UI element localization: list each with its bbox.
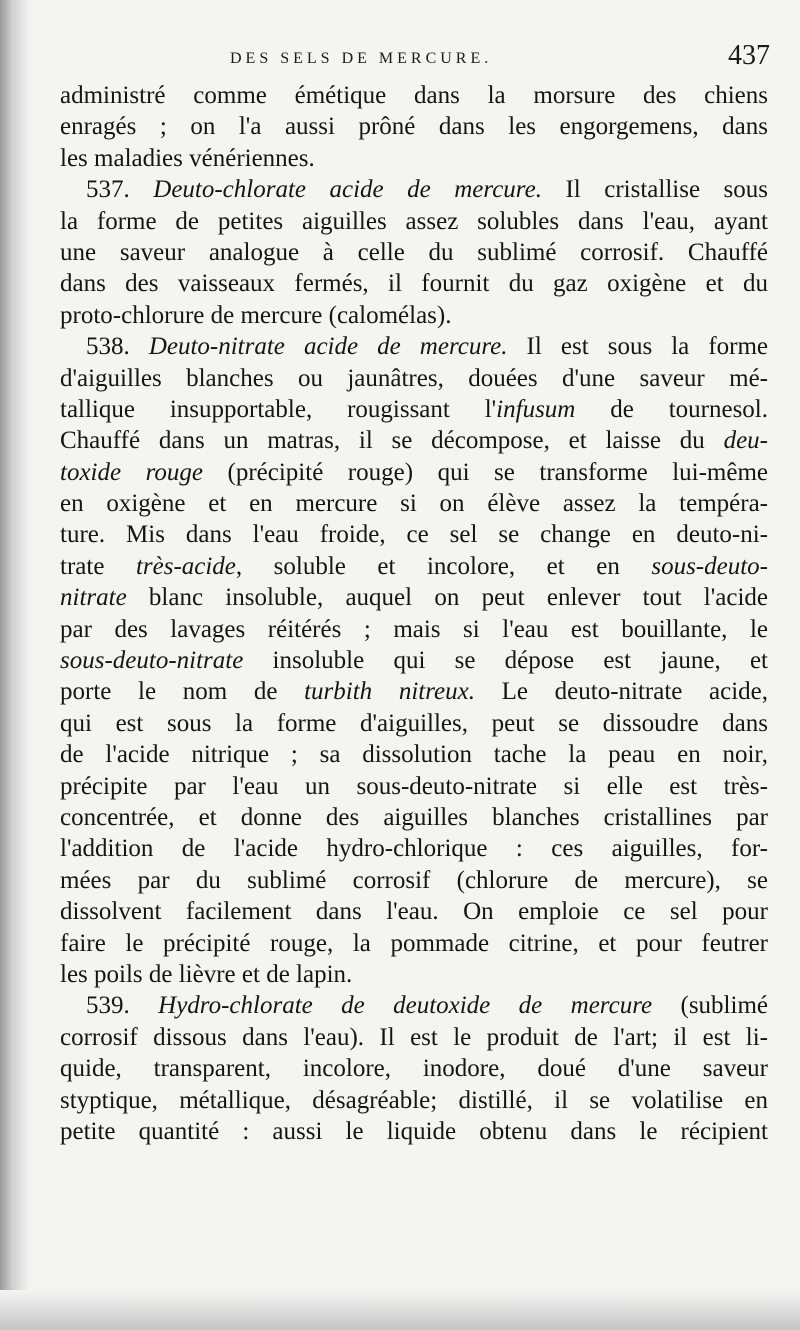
italic-text: turbith nitreux. <box>304 678 475 706</box>
text-line <box>60 331 768 362</box>
italic-text: Deuto-chlorate acide de mercure. <box>153 176 542 204</box>
italic-text: très-acide <box>135 552 236 580</box>
text-line <box>60 519 768 550</box>
text-line <box>60 174 768 205</box>
text-line <box>60 771 768 802</box>
text-segment: dans des vaisseaux fermés, il fournit du gaz oxigène et du <box>60 270 768 298</box>
text-line <box>60 739 768 770</box>
text-line <box>60 865 768 896</box>
text-line <box>60 1116 768 1147</box>
running-head: DES SELS DE MERCURE. <box>230 50 493 67</box>
text-segment: Il cristallise sous <box>541 176 769 204</box>
italic-text: toxide rouge <box>60 458 203 486</box>
italic-text: sous-deuto- <box>651 552 768 580</box>
text-line <box>60 206 768 237</box>
text-line <box>60 111 768 142</box>
text-line <box>60 896 768 927</box>
text-segment: tallique insupportable, rougissant l' <box>60 395 497 423</box>
text-line <box>60 551 768 582</box>
text-segment: concentrée, et donne des aiguilles blanches cristallines par <box>60 803 768 831</box>
text-line <box>60 959 768 990</box>
text-line <box>60 80 768 111</box>
text-line <box>60 990 768 1021</box>
text-line <box>60 268 768 299</box>
italic-text: Hydro-chlorate de deutoxide de mercure <box>158 992 653 1020</box>
italic-text: nitrate <box>60 584 127 612</box>
italic-text: infusum <box>496 395 576 423</box>
text-segment: une saveur analogue à celle du sublimé corrosif. Chauffé <box>60 238 768 266</box>
text-line <box>60 928 768 959</box>
text-segment: Il est sous la forme <box>507 333 769 361</box>
text-segment: de l'acide nitrique ; sa dissolution tache la peau en noir, <box>60 741 768 769</box>
text-segment: styptique, métallique, désagréable; distillé, il se volatilise en <box>60 1086 768 1114</box>
text-segment: trate <box>60 552 136 580</box>
text-segment: de tournesol. <box>575 395 769 423</box>
text-segment: proto-chlorure de mercure (calomélas). <box>60 301 452 329</box>
text-segment: par des lavages réitérés ; mais si l'eau est bouillante, le <box>60 615 768 643</box>
text-line <box>60 1022 768 1053</box>
text-segment: corrosif dissous dans l'eau). Il est le produit de l'art; il est li- <box>60 1023 768 1051</box>
text-segment: mées par du sublimé corrosif (chlorure de mercure), se <box>60 866 768 894</box>
text-line <box>60 833 768 864</box>
text-segment: (sublimé <box>652 992 768 1020</box>
italic-text: deu- <box>723 427 768 455</box>
text-segment: ture. Mis dans l'eau froide, ce sel se change en deuto-ni- <box>60 521 768 549</box>
text-segment: qui est sous la forme d'aiguilles, peut se dissoudre dans <box>60 709 768 737</box>
body-text <box>60 80 768 1147</box>
page-bottom-shadow <box>0 1290 800 1330</box>
text-line <box>60 614 768 645</box>
text-line <box>60 300 768 331</box>
text-segment: insoluble qui se dépose est jaune, et <box>243 647 768 675</box>
text-segment: faire le précipité rouge, la pommade citrine, et pour feutrer <box>60 929 768 957</box>
text-segment: Le deuto-nitrate acide, <box>474 678 769 706</box>
italic-text: sous-deuto-nitrate <box>60 647 244 675</box>
text-line <box>60 645 768 676</box>
text-segment: , soluble et incolore, et en <box>235 552 652 580</box>
text-segment: quide, transparent, incolore, inodore, doué d'une saveur <box>60 1055 768 1083</box>
text-segment: (précipité rouge) qui se transforme lui-même <box>203 458 768 486</box>
text-segment: enragés ; on l'a aussi prôné dans les engorgemens, dans <box>60 113 768 141</box>
text-segment: Chauffé dans un matras, il se décompose, et laisse du <box>60 427 724 455</box>
text-line <box>60 394 768 425</box>
text-line <box>60 1085 768 1116</box>
text-segment: les maladies vénériennes. <box>60 144 315 172</box>
text-line <box>60 488 768 519</box>
text-line <box>60 582 768 613</box>
text-segment: l'addition de l'acide hydro-chlorique : ces aiguilles, for- <box>60 835 768 863</box>
text-line <box>60 143 768 174</box>
italic-text: Deuto-nitrate acide de mercure. <box>148 333 508 361</box>
text-line <box>60 708 768 739</box>
text-line <box>60 237 768 268</box>
text-segment: en oxigène et en mercure si on élève assez la tempéra- <box>60 490 768 518</box>
page-gutter-shadow <box>0 0 30 1330</box>
page-header <box>60 40 780 80</box>
text-line <box>60 457 768 488</box>
text-line <box>60 425 768 456</box>
text-segment: porte le nom de <box>60 678 305 706</box>
text-segment: dissolvent facilement dans l'eau. On emploie ce sel pour <box>60 898 768 926</box>
text-segment: petite quantité : aussi le liquide obtenu dans le récipient <box>60 1117 768 1145</box>
text-segment: blanc insoluble, auquel on peut enlever tout l'acide <box>126 584 768 612</box>
text-line <box>60 676 768 707</box>
page-number: 437 <box>728 40 770 71</box>
text-segment: 538. <box>86 333 149 361</box>
text-segment: administré comme émétique dans la morsure des chiens <box>60 82 768 109</box>
text-segment: 537. <box>86 176 154 204</box>
text-line <box>60 1053 768 1084</box>
text-line <box>60 363 768 394</box>
text-segment: d'aiguilles blanches ou jaunâtres, douées d'une saveur mé- <box>60 364 768 392</box>
text-segment: 539. <box>86 992 159 1020</box>
text-line <box>60 802 768 833</box>
text-segment: la forme de petites aiguilles assez solubles dans l'eau, ayant <box>60 207 768 235</box>
text-segment: précipite par l'eau un sous-deuto-nitrate si elle est très- <box>60 772 768 800</box>
text-segment: les poils de lièvre et de lapin. <box>60 960 353 988</box>
